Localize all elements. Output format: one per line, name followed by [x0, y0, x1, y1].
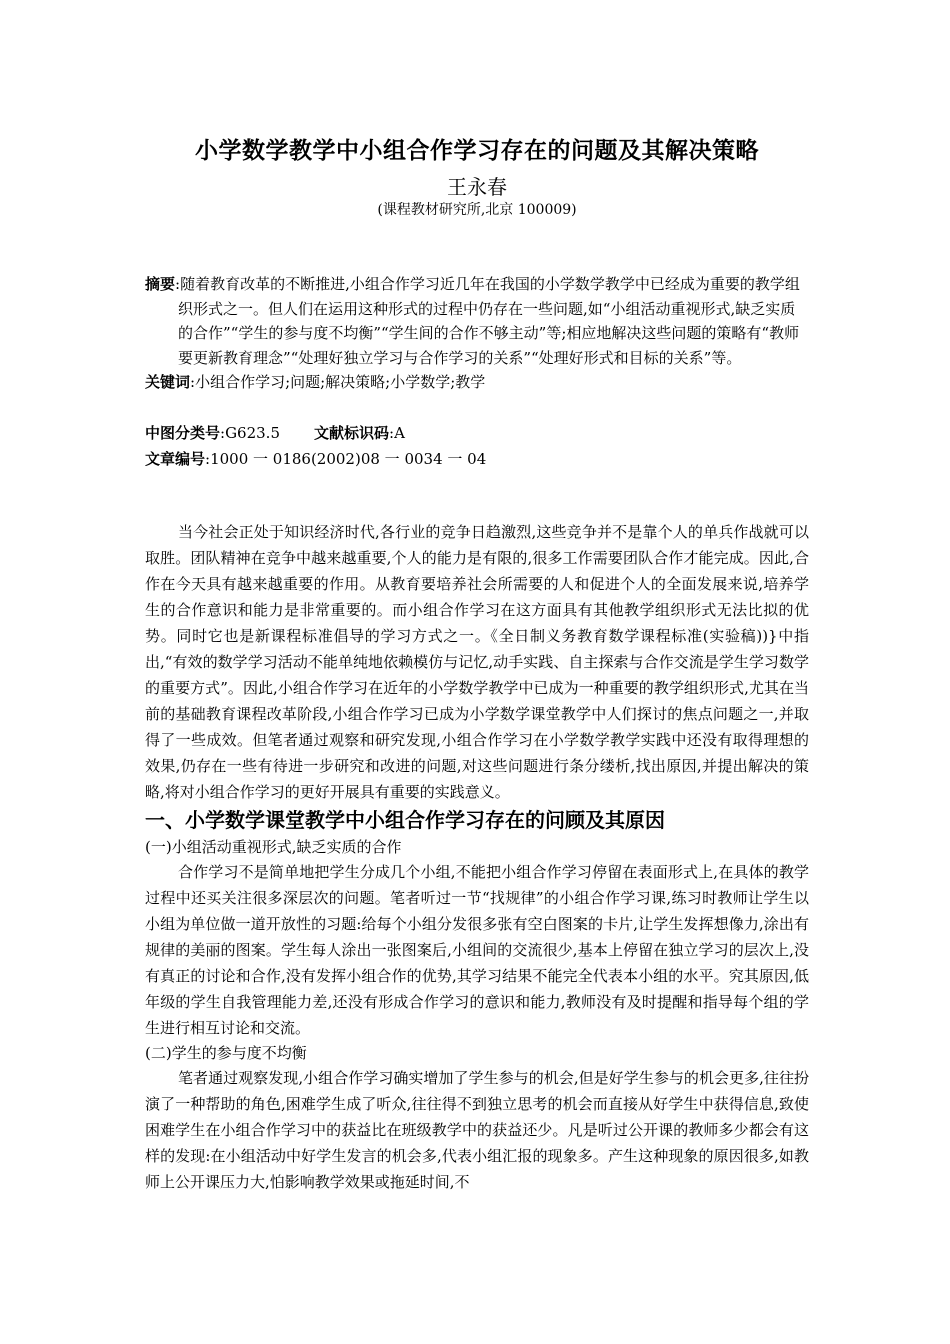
keywords-line [145, 370, 809, 395]
article-title: 小学数学教学中小组合作学习存在的问题及其解决策略 [195, 138, 759, 164]
clc-label: 中图分类号 [145, 423, 221, 442]
classification-line [145, 420, 809, 446]
article [145, 136, 809, 1195]
article-number-line [145, 446, 809, 472]
abstract-content: :随着教育改革的不断推进,小组合作学习近几年在我国的小学数学教学中已经成为重要的教学组织形式之一。但人们在运用这种形式的过程中仍存在一些问题,如“小组活动重视形式,缺乏实质的合作”“学生的参与度不均衡”“学生间的合作不够主动”等;相应地解决这些问题的策略有“教师要更新教育理念”“处理好独立学习与合作学习的关系”“处理好形式和目标的关系”等。 [175, 275, 800, 367]
keywords-label: 关键词 [145, 373, 191, 391]
doc-code-value: :A [389, 423, 405, 442]
subsection-heading-2: (二)学生的参与度不均衡 [145, 1043, 307, 1062]
author-affiliation: (课程教材研究所,北京 100009) [377, 202, 577, 218]
classification-block [145, 420, 809, 472]
keywords-content: :小组合作学习;问题;解决策略;小学数学;教学 [190, 373, 486, 391]
article-number-label: 文章编号 [145, 449, 206, 468]
subsection-paragraph-1: 合作学习不是简单地把学生分成几个小组,不能把小组合作学习停留在表面形式上,在具体的教学过程中还买关注很多深层次的问题。笔者听过一节“找规律”的小组合作学习课,练习时教师让学生以小组为单位做一道开放性的习题:给每个小组分发很多张有空白图案的卡片,让学生发挥想像力,涂出有规律的美丽的图案。学生每人涂出一张图案后,小组间的交流很少,基本上停留在独立学习的层次上,没有真正的讨论和合作,没有发挥小组合作的优势,其学习结果不能完全代表本小组的水平。究其原因,低年级的学生自我管理能力差,还没有形成合作学习的意识和能力,教师没有及时提醒和指导每个组的学生进行相互讨论和交流。 [145, 862, 809, 1037]
section-heading-1: 一、小学数学课堂教学中小组合作学习存在的问顾及其原因 [145, 807, 665, 832]
article-body [145, 519, 809, 1195]
intro-paragraph: 当今社会正处于知识经济时代,各行业的竞争日趋激烈,这些竞争并不是靠个人的单兵作战就可以取胜。团队精神在竞争中越来越重要,个人的能力是有限的,很多工作需要团队合作才能完成。因此,合作在今天具有越来越重要的作用。从教育要培养社会所需要的人和促进个人的全面发展来说,培养学生的合作意识和能力是非常重要的。而小组合作学习在这方面具有其他教学组织形式无法比拟的优势。同时它也是新课程标准倡导的学习方式之一。《全日制义务教育数学课程标准(实验稿))}中指出,“有效的数学学习活动不能单纯地依赖模仿与记忆,动手实践、自主探索与合作交流是学生学习数学的重要方式”。因此,小组合作学习在近年的小学数学教学中已成为一种重要的教学组织形式,尤其在当前的基础教育课程改革阶段,小组合作学习已成为小学数学课堂教学中人们探讨的焦点问题之一,并取得了一些成效。但笔者通过观察和研究发现,小组合作学习在小学数学教学实践中还没有取得理想的效果,仍存在一些有待进一步研究和改进的问题,对这些问题进行条分缕析,找出原因,并提出解决的策略,将对小组合作学习的更好开展具有重要的实践意义。 [145, 522, 809, 801]
abstract-text [145, 272, 809, 370]
article-number-value: :1000 一 0186(2002)08 一 0034 一 04 [205, 449, 487, 468]
clc-value: :G623.5 [220, 423, 280, 442]
subsection-heading-1: (一)小组活动重视形式,缺乏实质的合作 [145, 837, 402, 856]
abstract-label: 摘要 [145, 275, 176, 293]
doc-code-label: 文献标识码 [314, 423, 390, 442]
subsection-paragraph-2: 笔者通过观察发现,小组合作学习确实增加了学生参与的机会,但是好学生参与的机会更多,往往扮演了一种帮助的角色,困难学生成了听众,往往得不到独立思考的机会而直接从好学生中获得信息,致使困难学生在小组合作学习中的获益比在班级教学中的获益还少。凡是听过公开课的教师多少都会有这样的发现:在小组活动中好学生发言的机会多,代表小组汇报的现象多。产生这种现象的原因很多,如教师上公开课压力大,怕影响教学效果或拖延时间,不 [145, 1068, 809, 1191]
author-name: 王永春 [447, 175, 507, 199]
abstract-block [145, 272, 809, 395]
